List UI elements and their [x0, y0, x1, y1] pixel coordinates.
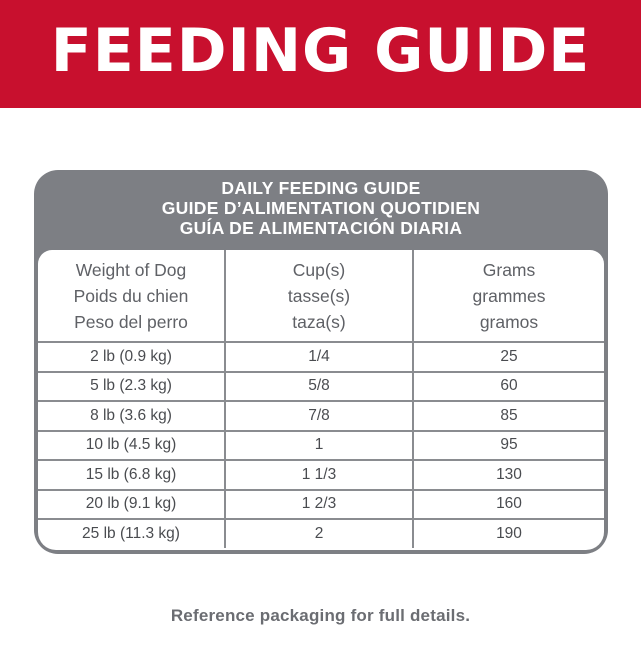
page-title: FEEDING GUIDE [50, 16, 591, 86]
cups-cell: 7/8 [225, 401, 413, 431]
cups-cell: 1/4 [225, 342, 413, 372]
table-row [38, 519, 604, 548]
column-header-line: grammes [472, 285, 546, 306]
cups-cell: 5/8 [225, 372, 413, 402]
grams-cell: 160 [413, 490, 604, 520]
table-row [38, 431, 604, 461]
card-title-en: DAILY FEEDING GUIDE [221, 178, 421, 198]
column-header-line: gramos [479, 311, 539, 332]
column-header-line: Weight of Dog [75, 259, 187, 280]
weight-cell: 15 lb (6.8 kg) [38, 460, 225, 490]
column-header-line: Grams [482, 259, 536, 280]
feeding-table-wrap [38, 250, 604, 550]
weight-cell: 8 lb (3.6 kg) [38, 401, 225, 431]
column-header-line: tasse(s) [287, 285, 351, 306]
grams-cell: 25 [413, 342, 604, 372]
grams-cell: 60 [413, 372, 604, 402]
column-header-grams [413, 250, 604, 342]
card-header [34, 178, 608, 252]
table-row [38, 401, 604, 431]
weight-cell: 20 lb (9.1 kg) [38, 490, 225, 520]
feeding-guide-card [34, 170, 608, 554]
weight-cell: 2 lb (0.9 kg) [38, 342, 225, 372]
card-title-es: GUÍA DE ALIMENTACIÓN DIARIA [179, 218, 463, 238]
cups-cell: 1 1/3 [225, 460, 413, 490]
feeding-table [38, 250, 604, 548]
cups-cell: 2 [225, 519, 413, 548]
weight-cell: 10 lb (4.5 kg) [38, 431, 225, 461]
column-header-line: Cup(s) [292, 259, 346, 280]
table-row [38, 342, 604, 372]
grams-cell: 130 [413, 460, 604, 490]
grams-cell: 85 [413, 401, 604, 431]
grams-cell: 190 [496, 524, 522, 542]
column-header-line: Peso del perro [74, 311, 188, 332]
weight-cell: 25 lb (11.3 kg) [38, 519, 225, 548]
table-row [38, 490, 604, 520]
footer-note: Reference packaging for full details. [170, 606, 471, 625]
weight-cell: 5 lb (2.3 kg) [38, 372, 225, 402]
grams-cell: 95 [413, 431, 604, 461]
column-header-line: Poids du chien [73, 285, 189, 306]
table-row [38, 372, 604, 402]
column-header-weight [38, 250, 225, 342]
cups-cell: 1 [225, 431, 413, 461]
title-banner [0, 0, 641, 108]
column-header-line: taza(s) [292, 311, 346, 332]
card-title-fr: GUIDE D’ALIMENTATION QUOTIDIEN [161, 198, 481, 218]
table-row [38, 460, 604, 490]
cups-cell: 1 2/3 [225, 490, 413, 520]
table-header-row [38, 250, 604, 342]
column-header-cups [225, 250, 413, 342]
